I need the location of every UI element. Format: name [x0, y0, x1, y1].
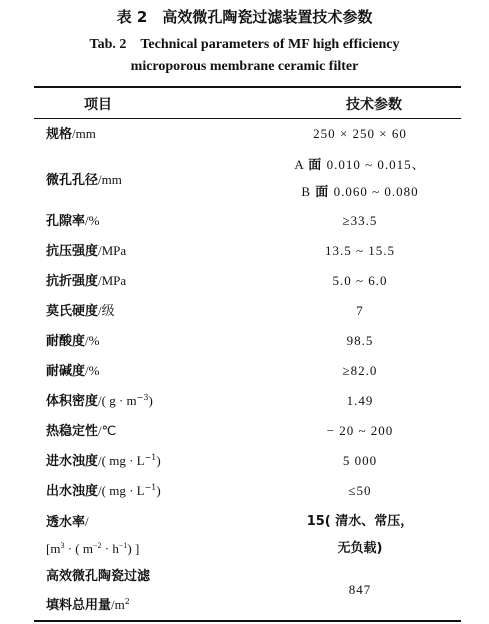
table-row-name: 抗压强度/MPa [46, 243, 127, 259]
table-row-name: 抗折强度/MPa [46, 273, 127, 289]
table-row-value: 98.5 [346, 333, 374, 348]
table-row-unit-line2: [$m^3$ · ( $m^{-2} \cdot h^{-1}$) ] [46, 541, 140, 556]
table-caption-cn: 表 2 高效微孔陶瓷过滤装置技术参数 [116, 8, 373, 26]
table-row-name: 孔隙率/% [46, 213, 100, 229]
table-row-value: ≥33.5 [342, 213, 378, 228]
table-row-value: 847 [348, 582, 372, 597]
table-row-name-line1: 高效微孔陶瓷过滤 [46, 569, 151, 584]
table-row-value-line2: 无负载) [337, 541, 383, 556]
table-header-rule [34, 118, 461, 119]
table-row-value: 1.49 [346, 393, 374, 408]
table-row-value-line1: A 面 0.010 ~ 0.015、 [294, 157, 426, 173]
table-row-name: 微孔孔径/mm [46, 172, 122, 188]
table-row-value-line2: B 面 0.060 ~ 0.080 [301, 184, 419, 200]
table-row-name: 耐酸度/% [46, 333, 100, 349]
table-row-name: 规格/mm [46, 126, 96, 142]
header-param: 技术参数 [346, 97, 402, 113]
table-row-value: − 20 ~ 200 [326, 423, 394, 438]
header-item: 项目 [84, 97, 112, 113]
table-row-value: 13.5 ~ 15.5 [324, 243, 396, 258]
table-row-name: 热稳定性/℃ [46, 423, 117, 439]
table-row-name: 进水浊度/( mg · $L^{-1}$) [46, 453, 161, 469]
table-row-value-line1: 15( 清水、常压， [306, 514, 414, 529]
table-row-value: ≤50 [348, 483, 372, 498]
table-row-value: 5.0 ~ 6.0 [332, 273, 388, 288]
table-row-name: 体积密度/( $g \cdot m^{-3}$) [46, 393, 153, 409]
table-row-name-line2: 填料总用量$/m^2$ [46, 597, 130, 613]
table-top-rule [34, 86, 461, 88]
table-row-name: 耐碱度/% [46, 363, 100, 379]
table-caption-en-line2: microporous membrane ceramic filter [130, 59, 359, 74]
table-row-value: 250 × 250 × 60 [313, 126, 407, 141]
table-row-name: 莫氏硬度/级 [46, 303, 115, 319]
table-row-value: 5 000 [342, 453, 378, 468]
table-row-name: 出水浊度/( mg · $L^{-1}$) [46, 483, 161, 499]
table-row-value: ≥82.0 [342, 363, 378, 378]
table-caption-en-line1: Tab. 2 Technical parameters of MF high efficiency [89, 37, 400, 52]
table-row-value: 7 [356, 303, 364, 318]
table-row-name-line1: 透水率/ [46, 514, 89, 530]
table-bottom-rule [34, 620, 461, 622]
